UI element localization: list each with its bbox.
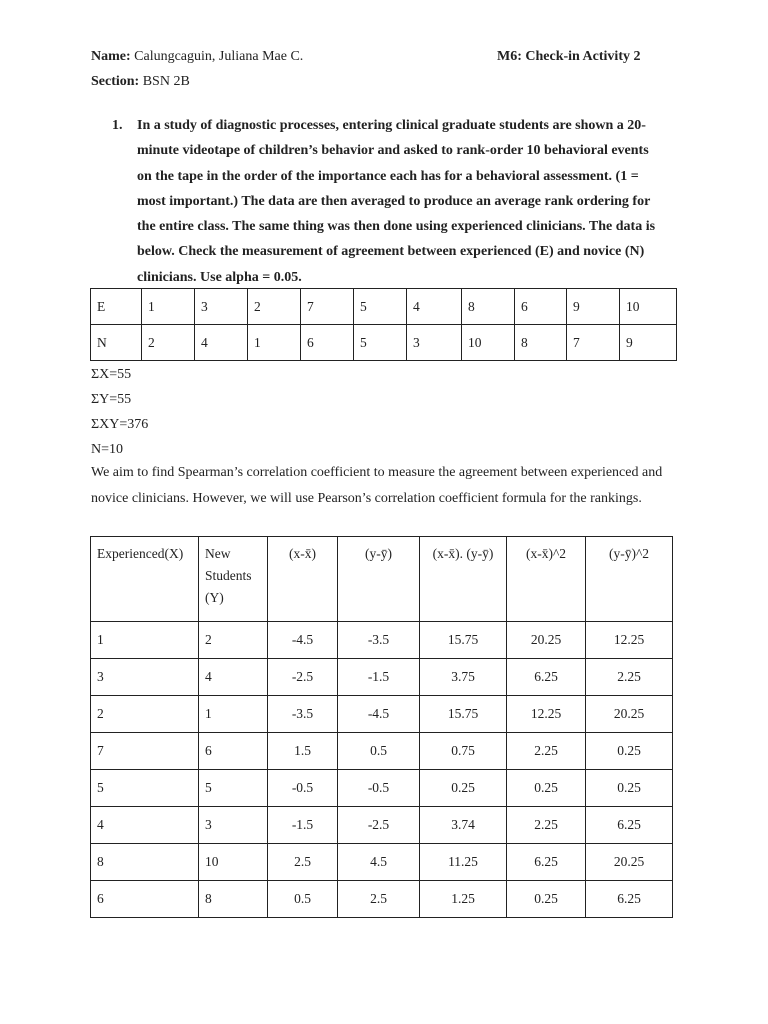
table-cell: 4 [91,807,199,844]
table-cell: 2 [91,696,199,733]
rank-cell: 10 [462,325,515,361]
rank-cell: 7 [567,325,620,361]
table-cell: 10 [199,844,268,881]
rank-cell: 8 [515,325,567,361]
table-cell: 3.74 [420,807,507,844]
table-cell: 11.25 [420,844,507,881]
rank-row-label: N [91,325,142,361]
rank-cell: 5 [354,325,407,361]
rank-cell: 1 [142,289,195,325]
table-cell: 1 [91,622,199,659]
question-number: 1. [112,118,123,133]
table-cell: 0.25 [507,770,586,807]
calc-column-header: (x-x̄)^2 [507,537,586,622]
table-cell: -1.5 [338,659,420,696]
table-cell: 0.5 [268,881,338,918]
rank-row [91,325,677,361]
rank-cell: 8 [462,289,515,325]
table-row [91,844,673,881]
rank-cell: 4 [407,289,462,325]
sum-x: ΣX=55 [91,367,132,382]
rank-cell: 6 [301,325,354,361]
section-label: Section: [91,74,140,89]
table-cell: 1.25 [420,881,507,918]
table-cell: 0.25 [507,881,586,918]
table-cell: 5 [199,770,268,807]
table-row [91,770,673,807]
rank-cell: 4 [195,325,248,361]
table-cell: -2.5 [338,807,420,844]
rank-cell: 6 [515,289,567,325]
rank-cell: 2 [248,289,301,325]
table-cell: 8 [91,844,199,881]
section-line [91,72,651,97]
table-cell: -0.5 [268,770,338,807]
rank-cell: 5 [354,289,407,325]
table-cell: -3.5 [268,696,338,733]
rank-cell: 2 [142,325,195,361]
calc-column-header: New Students (Y) [199,537,268,622]
sum-y: ΣY=55 [91,392,132,407]
table-cell: 6 [199,733,268,770]
table-cell: 0.75 [420,733,507,770]
table-cell: 2.5 [338,881,420,918]
table-cell: 1.5 [268,733,338,770]
table-cell: 8 [199,881,268,918]
table-cell: 2.25 [586,659,673,696]
name-value: Calungcaguin, Juliana Mae C. [130,49,304,64]
table-cell: 7 [91,733,199,770]
sum-xy: ΣXY=376 [91,417,149,432]
table-cell: 3 [91,659,199,696]
rank-row [91,289,677,325]
calc-column-header: (x-x̄). (y-ȳ) [420,537,507,622]
table-cell: -3.5 [338,622,420,659]
table-cell: 6 [91,881,199,918]
table-cell: 6.25 [586,807,673,844]
n-count: N=10 [91,442,124,457]
sums-block [91,362,148,462]
calc-column-header: (y-ȳ) [338,537,420,622]
table-cell: 20.25 [586,696,673,733]
activity-title: M6: Check-in Activity 2 [497,49,641,64]
table-row [91,733,673,770]
table-cell: 0.25 [586,733,673,770]
table-cell: 15.75 [420,696,507,733]
rank-cell: 7 [301,289,354,325]
table-cell: -1.5 [268,807,338,844]
table-cell: 2.5 [268,844,338,881]
table-cell: 5 [91,770,199,807]
table-cell: -2.5 [268,659,338,696]
table-cell: 12.25 [507,696,586,733]
rank-cell: 10 [620,289,677,325]
table-cell: 20.25 [586,844,673,881]
name-line [91,47,651,72]
table-cell: 0.5 [338,733,420,770]
table-cell: 1 [199,696,268,733]
table-cell: 15.75 [420,622,507,659]
table-cell: 2.25 [507,807,586,844]
table-cell: 6.25 [507,844,586,881]
question-1 [112,113,657,290]
table-row [91,807,673,844]
table-cell: 6.25 [507,659,586,696]
table-cell: -0.5 [338,770,420,807]
table-cell: 20.25 [507,622,586,659]
table-cell: 6.25 [586,881,673,918]
calc-header-row [91,537,673,622]
table-cell: -4.5 [268,622,338,659]
table-cell: 3.75 [420,659,507,696]
table-row [91,622,673,659]
name-label: Name: [91,49,131,64]
section-value: BSN 2B [139,74,190,89]
rank-cell: 9 [567,289,620,325]
calculation-table [90,536,673,918]
document-header [91,47,651,97]
rank-cell: 3 [407,325,462,361]
calc-column-header: Experienced(X) [91,537,199,622]
table-cell: 2.25 [507,733,586,770]
table-row [91,696,673,733]
table-cell: 0.25 [586,770,673,807]
explanation-paragraph: We aim to find Spearman’s correlation coefficient to measure the agreement between experienced and novice clinicians. However, we will use Pearson’s correlation coefficient formula for the rankings. [91,465,663,506]
rank-row-label: E [91,289,142,325]
calc-column-header: (x-x̄) [268,537,338,622]
rank-table [90,288,677,361]
rank-cell: 9 [620,325,677,361]
table-cell: -4.5 [338,696,420,733]
table-cell: 3 [199,807,268,844]
table-cell: 0.25 [420,770,507,807]
question-text: In a study of diagnostic processes, entering clinical graduate students are shown a 20-minute videotape of children’s behavior and asked to rank-order 10 behavioral events on the tape in the order of the importance each has for a behavioral assessment. (1 = most important.) The data are then averaged to produce an average rank ordering for the entire class. The same thing was then done using experienced clinicians. The data is below. Check the measurement of agreement between experienced (E) and novice (N) clinicians. Use alpha = 0.05. [137,118,656,285]
table-cell: 12.25 [586,622,673,659]
rank-cell: 1 [248,325,301,361]
table-row [91,881,673,918]
table-row [91,659,673,696]
rank-cell: 3 [195,289,248,325]
table-cell: 2 [199,622,268,659]
table-cell: 4 [199,659,268,696]
table-cell: 4.5 [338,844,420,881]
calc-column-header: (y-ȳ)^2 [586,537,673,622]
